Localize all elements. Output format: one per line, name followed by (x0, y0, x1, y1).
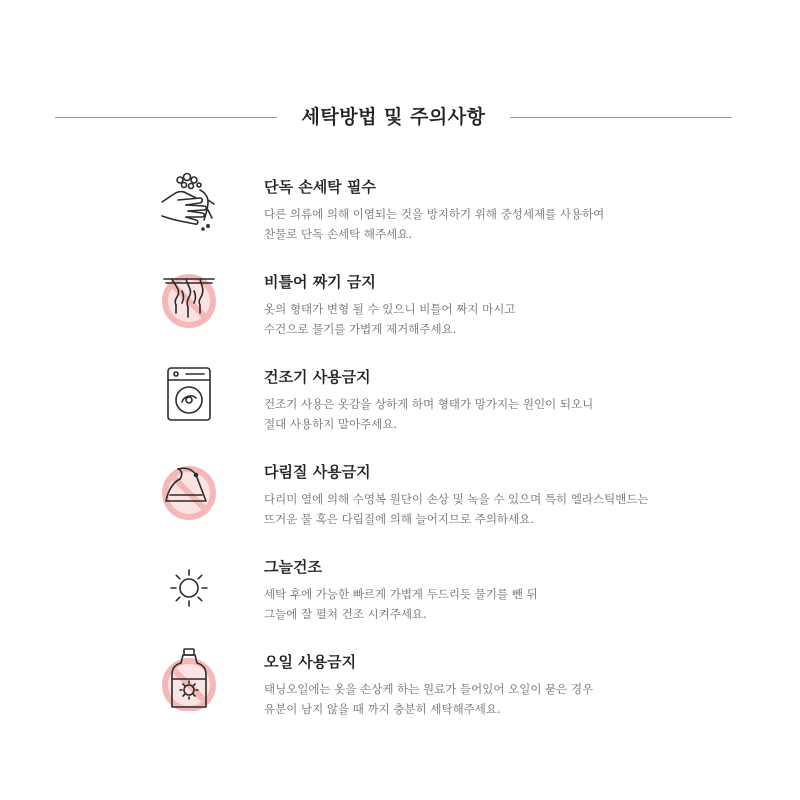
section-header (0, 98, 800, 138)
item-title: 건조기 사용금지 (264, 368, 371, 386)
item-title: 그늘건조 (264, 558, 322, 576)
list-item (0, 645, 800, 725)
item-description: 다리미 열에 의해 수영복 원단이 손상 및 녹을 수 있으며 특히 엘라스틱밴드는 뜨거운 물 혹은 다림질에 의해 늘어지므로 주의하세요. (264, 492, 649, 526)
list-item (0, 455, 800, 535)
list-item (0, 170, 800, 250)
hand-wash-icon (156, 170, 222, 236)
item-description: 건조기 사용은 옷감을 상하게 하며 형태가 망가지는 원인이 되오니 절대 사용하지 말아주세요. (264, 397, 594, 431)
item-description: 세탁 후에 가능한 빠르게 가볍게 두드리듯 물기를 뺀 뒤 그늘에 잘 펼쳐 건조 시켜주세요. (264, 587, 538, 621)
header-divider-left (55, 117, 277, 118)
item-title: 비틀어 짜기 금지 (264, 273, 376, 291)
no-dryer-icon (156, 360, 222, 426)
header-divider-right (510, 117, 732, 118)
no-wring-icon (156, 265, 222, 331)
no-iron-icon (156, 455, 222, 521)
item-title: 다림질 사용금지 (264, 463, 371, 481)
item-description: 태닝오일에는 옷을 손상케 하는 원료가 들어있어 오일이 묻은 경우 유분이 남지 않을 때 까지 충분히 세탁해주세요. (264, 682, 594, 716)
item-description: 다른 의류에 의해 이염되는 것을 방지하기 위해 중성세제를 사용하여 찬물로 단독 손세탁 해주세요. (264, 207, 605, 241)
list-item (0, 360, 800, 440)
shade-dry-sun-icon (156, 550, 222, 616)
list-item (0, 265, 800, 345)
item-title: 오일 사용금지 (264, 653, 357, 671)
item-description: 옷의 형태가 변형 될 수 있으니 비틀어 짜지 마시고 수건으로 물기를 가볍게 제거해주세요. (264, 302, 516, 336)
page-title: 세탁방법 및 주의사항 (301, 106, 486, 128)
item-title: 단독 손세탁 필수 (264, 178, 376, 196)
list-item (0, 550, 800, 630)
no-oil-icon (156, 645, 222, 711)
